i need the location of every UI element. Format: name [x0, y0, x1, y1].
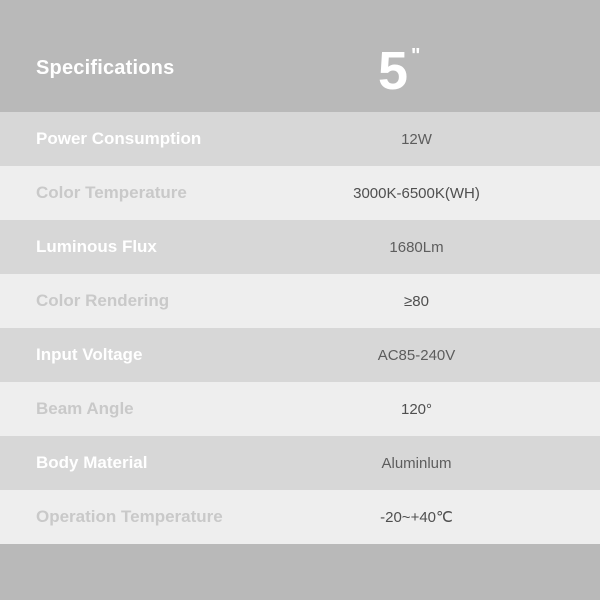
table-row	[0, 112, 600, 166]
table-row	[0, 490, 600, 544]
spec-label: Luminous Flux	[36, 237, 157, 256]
spec-label: Body Material	[36, 453, 148, 472]
spec-value: 120°	[400, 400, 433, 418]
specifications-table	[0, 112, 600, 544]
spec-value: -20~+40℃	[380, 509, 453, 526]
spec-label: Beam Angle	[36, 399, 134, 418]
specifications-table-body	[0, 112, 600, 544]
size-number: 5	[378, 41, 409, 101]
spec-label: Color Temperature	[36, 183, 187, 202]
table-row	[0, 220, 600, 274]
spec-value: ≥80	[404, 292, 429, 310]
spec-label: Operation Temperature	[36, 507, 223, 526]
size-badge	[378, 41, 421, 101]
spec-label: Power Consumption	[36, 129, 202, 148]
spec-value: AC85-240V	[377, 346, 456, 364]
spec-header	[0, 0, 600, 112]
table-row	[0, 166, 600, 220]
size-unit: "	[411, 45, 421, 67]
table-row	[0, 274, 600, 328]
spec-value: Aluminlum	[381, 454, 452, 472]
spec-label: Input Voltage	[36, 345, 143, 364]
spec-value: 1680Lm	[389, 238, 444, 256]
spec-value: 12W	[401, 130, 432, 148]
spec-label: Color Rendering	[36, 291, 170, 310]
table-row	[0, 382, 600, 436]
footer-spacer	[0, 544, 600, 596]
page-title: Specifications	[36, 57, 175, 79]
spec-value: 3000K-6500K(WH)	[353, 184, 480, 202]
table-row	[0, 328, 600, 382]
table-row	[0, 436, 600, 490]
